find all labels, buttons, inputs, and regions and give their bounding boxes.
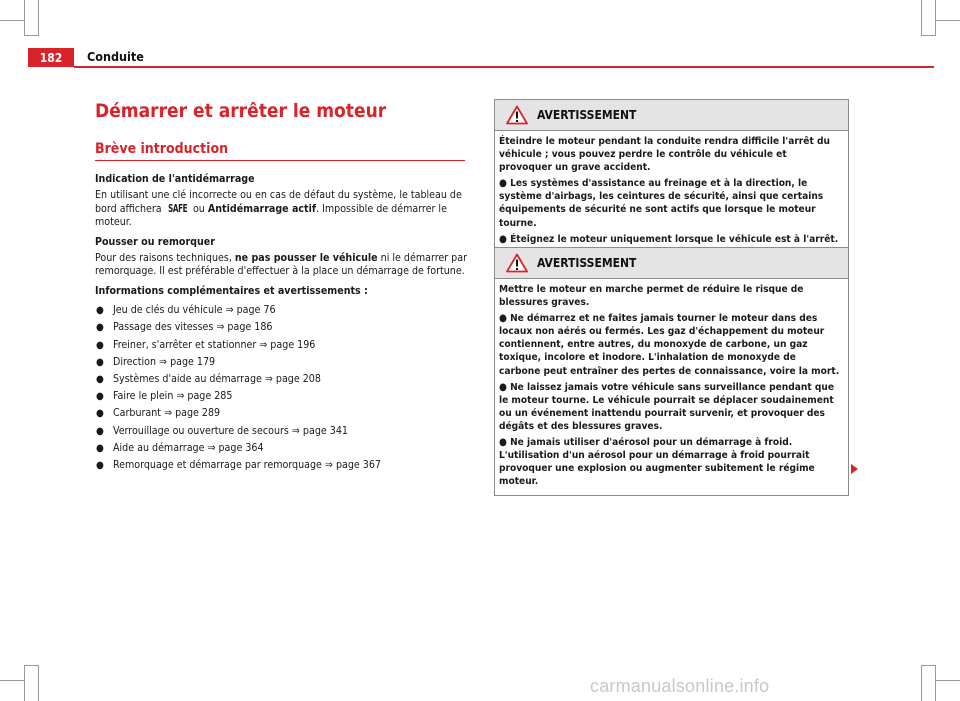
crop-mark	[24, 35, 39, 36]
warning-paragraph: Mettre le moteur en marche permet de réduire le risque de blessures graves.	[499, 284, 804, 309]
bullet: ●	[96, 460, 104, 472]
warning-body	[495, 131, 848, 253]
safe-indicator: SAFE	[167, 202, 187, 215]
section-title: Brève introduction	[95, 141, 229, 157]
list-item[interactable]: ● Systèmes d'aide au démarrage ⇒ page 208	[96, 373, 321, 386]
crop-mark	[921, 665, 922, 701]
list-item[interactable]: ● Verrouillage ou ouverture de secours ⇒ page 341	[96, 424, 348, 437]
warning-paragraph: Éteindre le moteur pendant la conduite rendra difficile l'arrêt du véhicule ; vous pouvez perdre le contrôle du véhicule et provoquer un grave accident.	[499, 136, 830, 174]
crop-mark	[921, 0, 922, 35]
warning-triangle-icon	[506, 253, 528, 273]
warning-title: AVERTISSEMENT	[537, 108, 637, 122]
push-tow-paragraph	[95, 252, 467, 279]
immobilizer-text: En utilisant une clé incorrecte ou en cas de défaut du système, le tableau de bord affichera	[95, 189, 462, 215]
immobilizer-text-end: . Impossible de démarrer le moteur.	[95, 202, 447, 229]
warning-header	[495, 100, 848, 131]
warning-title: AVERTISSEMENT	[537, 256, 637, 270]
push-tow-text: Pour des raisons techniques,	[95, 252, 235, 265]
crop-mark	[0, 20, 24, 21]
push-tow-heading: Pousser ou remorquer	[95, 235, 215, 248]
intro-text	[95, 173, 467, 476]
bullet: ●	[96, 425, 104, 437]
list-item[interactable]: ● Remorquage et démarrage par remorquage ⇒ page 367	[96, 459, 381, 472]
header-divider	[74, 66, 934, 68]
bullet: ●	[96, 442, 104, 454]
immobilizer-heading: Indication de l'antidémarrage	[95, 173, 255, 185]
crop-mark	[921, 665, 936, 666]
warning-header	[495, 248, 848, 279]
more-info-heading: Informations complémentaires et avertissements :	[95, 284, 368, 297]
push-tow-text-end: ni le démarrer par remorquage. Il est préférable d'effectuer à la place un démarrage de fortune.	[95, 252, 467, 278]
warning-bullet: ● Ne démarrez et ne faites jamais tourner le moteur dans des locaux non aérés ou fermés. Les gaz d'échappement du moteur contiennent, entre autres, du monoxyde de carbone, un gaz toxique, incolore et inodore. L'inhalation de monoxyde de carbone peut entraîner des pertes de connaissance, voire la mort.	[499, 313, 840, 377]
warning-box	[494, 247, 849, 496]
crop-mark	[24, 665, 39, 666]
crop-mark	[936, 20, 960, 21]
crop-mark	[935, 665, 936, 701]
crop-mark	[24, 0, 25, 35]
chapter-title: Conduite	[87, 49, 144, 64]
list-item[interactable]: ● Faire le plein ⇒ page 285	[96, 390, 233, 403]
bullet: ●	[96, 408, 104, 420]
warning-body	[495, 279, 848, 495]
crop-mark	[936, 680, 960, 681]
list-item[interactable]: ● Carburant ⇒ page 289	[96, 407, 221, 420]
bullet: ●	[96, 374, 104, 386]
bullet: ●	[96, 339, 104, 351]
warning-bullet: ● Ne jamais utiliser d'aérosol pour un démarrage à froid. L'utilisation d'un aérosol pour un démarrage à froid pourrait provoquer une explosion ou augmenter subitement le régime moteur.	[499, 437, 815, 488]
crop-mark	[921, 35, 936, 36]
bullet: ●	[96, 322, 104, 334]
list-item[interactable]: ● Freiner, s'arrêter et stationner ⇒ page 196	[96, 338, 316, 351]
bullet: ●	[96, 305, 104, 317]
section-divider	[95, 160, 465, 161]
immobilizer-paragraph	[95, 189, 467, 229]
list-item[interactable]: ● Aide au démarrage ⇒ page 364	[96, 441, 264, 454]
page-number: 182	[28, 48, 74, 67]
crop-mark	[38, 665, 39, 701]
list-item[interactable]: ● Direction ⇒ page 179	[96, 355, 216, 368]
page-title: Démarrer et arrêter le moteur	[95, 100, 387, 122]
warning-bullet: ● Ne laissez jamais votre véhicule sans surveillance pendant que le moteur tourne. Le véhicule pourrait se déplacer soudainement ou un événement inattendu pourrait survenir, et provoquer des dégâts et des blessures graves.	[499, 381, 834, 432]
warning-box	[494, 99, 849, 254]
immobilizer-or: ou	[189, 202, 208, 215]
continue-arrow-icon	[851, 464, 858, 474]
crop-mark	[935, 0, 936, 35]
crop-mark	[38, 0, 39, 35]
bullet: ●	[96, 356, 104, 368]
list-item[interactable]: ● Passage des vitesses ⇒ page 186	[96, 321, 273, 334]
warning-triangle-icon	[506, 105, 528, 125]
immobilizer-message: Antidémarrage actif	[207, 202, 317, 215]
crop-mark	[0, 680, 24, 681]
bullet: ●	[96, 391, 104, 403]
warning-bullet: ● Les systèmes d'assistance au freinage et à la direction, le système d'airbags, les ceintures de sécurité, ainsi que certains équipements de sécurité ne sont actifs que lorsque le moteur tourne.	[499, 178, 824, 229]
crop-mark	[24, 665, 25, 701]
push-tow-bold: ne pas pousser le véhicule	[234, 252, 378, 265]
warning-bullet: ● Éteignez le moteur uniquement lorsque le véhicule est à l'arrêt.	[499, 233, 839, 245]
list-item[interactable]: ● Jeu de clés du véhicule ⇒ page 76	[96, 304, 276, 317]
watermark: carmanualsonline.info	[590, 676, 770, 696]
reference-list	[95, 304, 467, 472]
